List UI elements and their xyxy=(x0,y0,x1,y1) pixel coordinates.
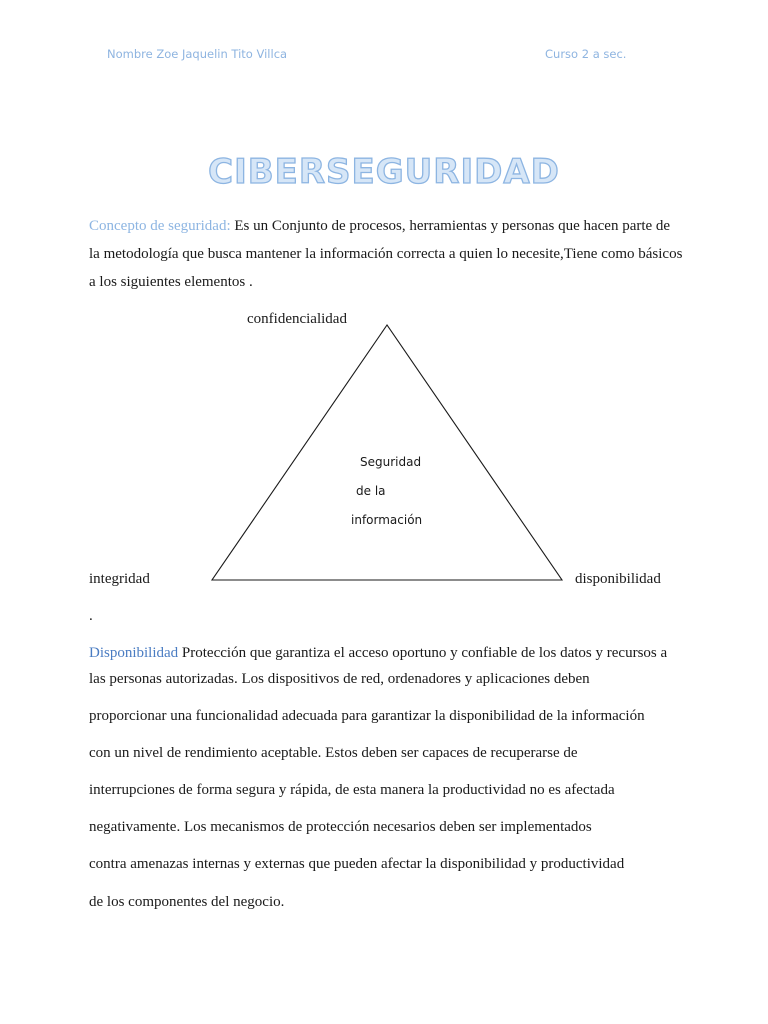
center-label-3: información xyxy=(351,513,423,527)
triangle-shape xyxy=(212,325,562,580)
center-label-2: de la xyxy=(356,484,386,498)
header-course: Curso 2 a sec. xyxy=(545,47,627,61)
disp-line-7: contra amenazas internas y externas que pueden afectar la disponibilidad y productividad xyxy=(89,856,625,872)
intro-line-3: a los siguientes elementos . xyxy=(89,274,253,290)
disp-line-3: proporcionar una funcionalidad adecuada para garantizar la disponibilidad de la información xyxy=(89,708,645,724)
header-name: Nombre Zoe Jaquelin Tito Villca xyxy=(107,47,288,61)
disp-text-1: Protección que garantiza el acceso oportuno y confiable de los datos y recursos a xyxy=(178,645,668,661)
disp-line-2: las personas autorizadas. Los dispositivos de red, ordenadores y aplicaciones deben xyxy=(89,671,590,687)
disp-label: Disponibilidad xyxy=(89,645,179,661)
label-disponibilidad: disponibilidad xyxy=(575,571,661,587)
label-confidencialidad: confidencialidad xyxy=(247,311,347,327)
label-integridad: integridad xyxy=(89,571,150,587)
disp-line-6: negativamente. Los mecanismos de protección necesarios deben ser implementados xyxy=(89,819,592,835)
disp-line-5: interrupciones de forma segura y rápida, de esta manera la productividad no es afectada xyxy=(89,782,615,798)
disp-line-1 xyxy=(89,645,667,662)
center-label-1: Seguridad xyxy=(360,455,422,469)
dot: . xyxy=(89,608,93,624)
page-title: CIBERSEGURIDAD xyxy=(208,152,560,192)
intro-label: Concepto de seguridad: xyxy=(89,218,231,234)
disp-line-4: con un nivel de rendimiento aceptable. Estos deben ser capaces de recuperarse de xyxy=(89,745,578,761)
intro-line-2: la metodología que busca mantener la información correcta a quien lo necesite,Tiene como básicos xyxy=(89,246,683,262)
disp-line-8: de los componentes del negocio. xyxy=(89,894,285,910)
intro-text-1: Es un Conjunto de procesos, herramientas y personas que hacen parte de xyxy=(230,218,671,234)
